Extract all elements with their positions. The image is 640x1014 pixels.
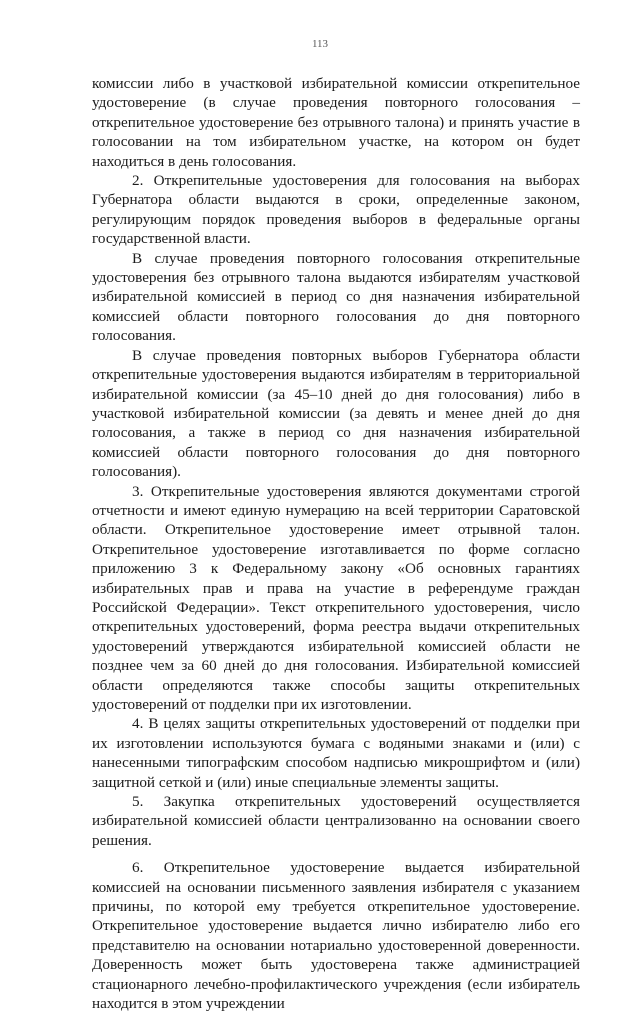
paragraph-item-3: 3. Открепительные удостоверения являются документами строгой отчетности и имеют единую нумерацию на всей территории Саратовской области. Открепительное удостоверение имеет отрывной талон. Открепительное удостоверение изготавливается по форме согласно приложению 3 к Федеральному закону «Об основных гарантиях избирательных прав и права на участие в референдуме граждан Российской Федерации». Текст открепительного удостоверения, число открепительных удостоверений, форма реестра выдачи открепительных удостоверений утверждаются избирательной комиссией области не позднее чем за 60 дней до дня голосования. Избирательной комиссией области определяются также способы защиты открепительных удостоверений от подделки при их изготовлении. bbox=[92, 482, 580, 713]
paragraph-item-5: 5. Закупка открепительных удостоверений осуществляется избирательной комиссией области централизованно на основании своего решения. bbox=[92, 793, 580, 849]
paragraph-continuation: комиссии либо в участковой избирательной комиссии открепительное удостоверение (в случае проведения повторного голосования – открепительное удостоверение без отрывного талона) и принять участие в голосовании на том избирательном участке, на котором он будет находиться в день голосования. bbox=[92, 75, 580, 170]
paragraph-item-6: 6. Открепительное удостоверение выдается избирательной комиссией на основании письменного заявления избирателя с указанием причины, по которой ему требуется открепительное удостоверение. Открепительное удостоверение выдается лично избирателю либо его представителю на основании нотариально удостоверенной доверенности. Доверенность может быть удостоверена также администрацией стационарного лечебно-профилактического учреждения (если избиратель находится в этом учреждении bbox=[92, 859, 580, 1013]
paragraph-repeat-vote: В случае проведения повторного голосования открепительные удостоверения без отрывного талона выдаются избирателям участковой избирательной комиссией в период со дня назначения избирательной комиссией области повторного голосования до дня повторного голосования. bbox=[92, 249, 580, 345]
paragraph-item-4: 4. В целях защиты открепительных удостоверений от подделки при их изготовлении используются бумага с водяными знаками и (или) с нанесенными типографским способом надписью микрошрифтом и (или) защитной сеткой и (или) иные специальные элементы защиты. bbox=[92, 715, 580, 791]
page-number: 113 bbox=[311, 38, 329, 50]
paragraph-repeat-election: В случае проведения повторных выборов Губернатора области открепительные удостоверения выдаются избирателям в территориальной избирательной комиссии (за 45–10 дней до дня голосования) либо в участковой избирательной комиссии (за девять и менее дней до дня голосования, а также в период со дня назначения избирательной комиссией области повторного голосования до дня повторного голосования). bbox=[92, 346, 580, 481]
paragraph-item-2: 2. Открепительные удостоверения для голосования на выборах Губернатора области выдаются в сроки, определенные законом, регулирующим порядок проведения выборов в федеральные органы государственной власти. bbox=[92, 172, 580, 248]
document-body bbox=[92, 74, 580, 1014]
